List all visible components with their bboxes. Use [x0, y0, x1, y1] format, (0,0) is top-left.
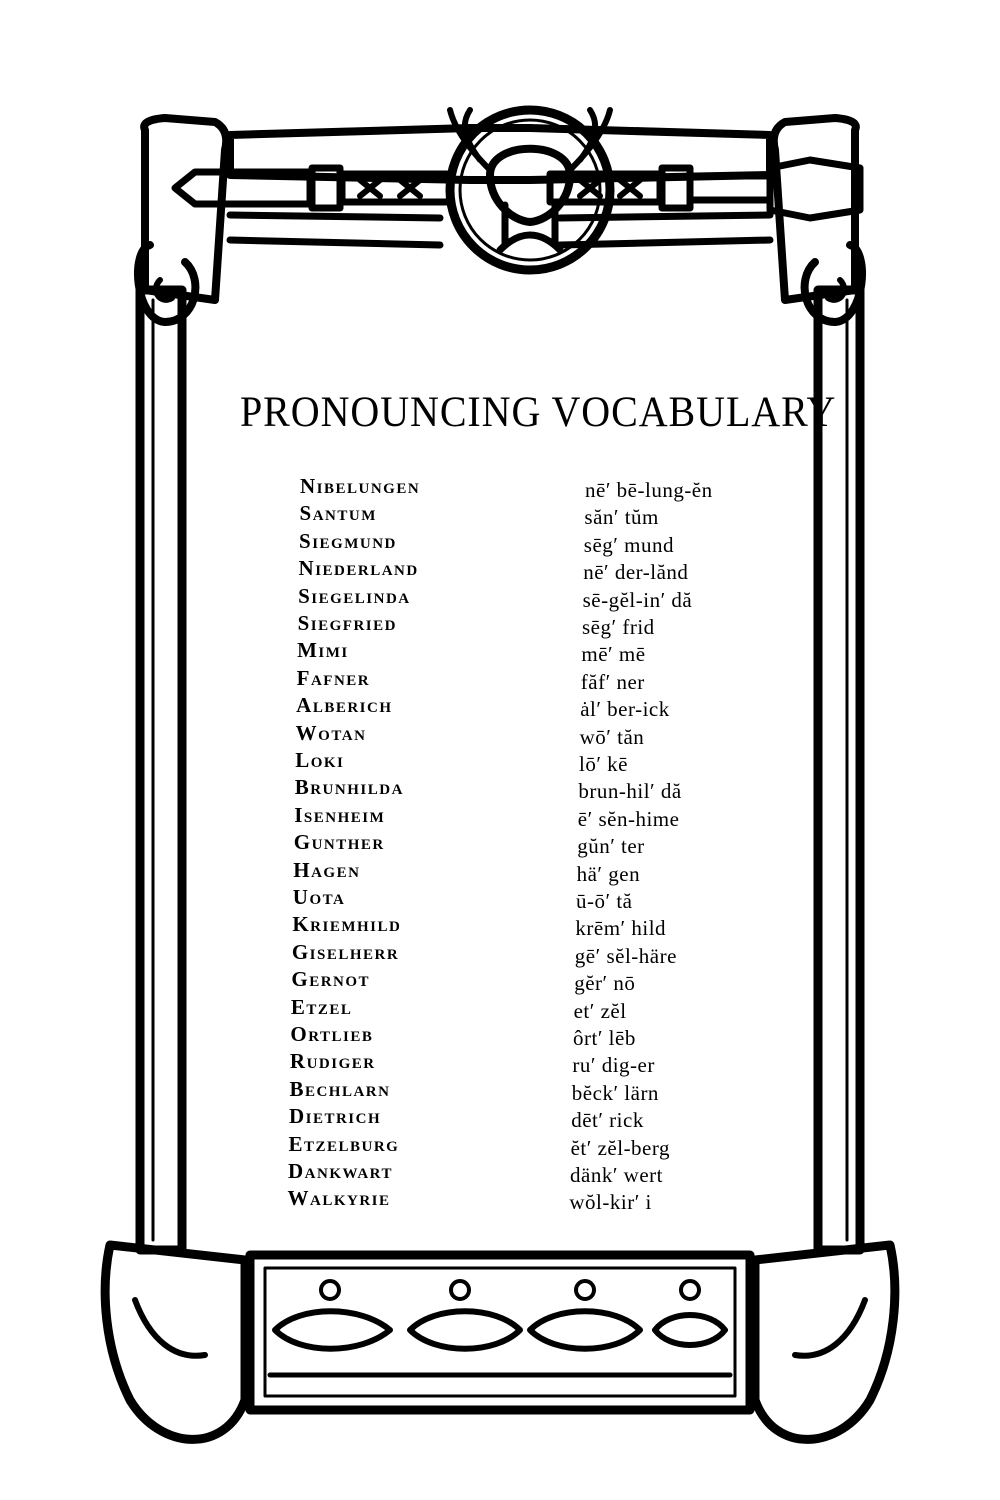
vocab-pronunciation: gĕr′ nō — [574, 971, 636, 996]
vocab-pronunciation: gŭn′ ter — [577, 834, 645, 859]
vocab-term: Kriemhild — [292, 912, 402, 937]
vocab-pronunciation: ȧl′ ber-ick — [580, 697, 670, 722]
vocab-pronunciation: bĕck′ lärn — [571, 1080, 659, 1105]
vocab-pronunciation: sē-gĕl-in′ dă — [582, 587, 693, 612]
vocab-term: Brunhilda — [294, 775, 404, 800]
vocab-pronunciation: krēm′ hild — [575, 916, 667, 941]
vocab-pronunciation: ôrt′ lēb — [573, 1026, 636, 1050]
vocab-term: Hagen — [293, 857, 361, 882]
vocab-pronunciation: mē′ mē — [581, 642, 646, 667]
vocab-term: Siegfried — [297, 611, 397, 635]
vocab-pronunciation: săn′ tŭm — [584, 505, 659, 530]
vocab-pronunciation: et′ zĕl — [573, 998, 627, 1023]
left-column — [138, 118, 226, 1250]
vocab-term: Uota — [292, 885, 346, 909]
vocab-term: Bechlarn — [289, 1076, 391, 1101]
vocab-term: Mimi — [297, 638, 349, 663]
vocab-pronunciation: brun-hil′ dă — [578, 779, 682, 804]
vocab-pronunciation: wŏl-kir′ i — [569, 1190, 652, 1215]
vocab-term: Niederland — [298, 556, 419, 581]
vocab-term: Wotan — [295, 720, 367, 745]
vocab-pronunciation: sēg′ frid — [582, 615, 655, 639]
vocab-term: Siegelinda — [298, 583, 411, 608]
vocab-pronunciation: ū-ō′ tă — [576, 889, 633, 913]
vocab-pronunciation: lō′ kē — [579, 752, 628, 776]
vocab-term: Etzelburg — [288, 1131, 400, 1156]
vocab-term: Dankwart — [288, 1159, 393, 1183]
vocab-pronunciation: hä′ gen — [576, 861, 641, 886]
vocab-pronunciation: sēg′ mund — [583, 532, 674, 557]
bottom-frieze — [105, 1245, 895, 1439]
vocab-pronunciation: nē′ der-lănd — [583, 560, 689, 585]
vocab-pronunciation: făf′ ner — [580, 669, 645, 694]
vocab-term: Alberich — [296, 693, 393, 718]
right-column — [774, 118, 862, 1250]
vocab-term: Dietrich — [288, 1104, 382, 1129]
vocab-term: Ortlieb — [290, 1022, 374, 1046]
vocab-pronunciation: dēt′ rick — [571, 1108, 644, 1133]
vocab-pronunciation: wō′ tăn — [579, 724, 645, 749]
vocab-term: Gunther — [293, 830, 385, 855]
vocab-pronunciation: gē′ sĕl-häre — [574, 943, 677, 968]
vocab-term: Fafner — [296, 665, 371, 690]
vocab-pronunciation: ē′ sĕn-hime — [577, 806, 680, 831]
vocab-term: Loki — [295, 748, 345, 772]
sword-ornament — [175, 160, 860, 218]
vocab-pronunciation: dänk′ wert — [570, 1163, 663, 1187]
vocab-term: Etzel — [290, 994, 353, 1019]
vocab-term: Isenheim — [294, 802, 386, 827]
vocab-term: Gernot — [291, 967, 371, 992]
vocab-term: Rudiger — [289, 1049, 376, 1074]
vocab-pronunciation: ru′ dig-er — [572, 1053, 655, 1078]
vocab-term: Giselherr — [291, 939, 400, 964]
vocab-term: Siegmund — [299, 528, 397, 553]
vocab-term: Walkyrie — [287, 1186, 391, 1211]
vocab-pronunciation: nē′ bē-lung-ĕn — [585, 478, 713, 502]
vocab-term: Nibelungen — [300, 474, 421, 498]
vocab-term: Santum — [299, 501, 377, 526]
page-title: PRONOUNCING VOCABULARY — [240, 389, 837, 436]
vocab-pronunciation: ĕt′ zĕl-berg — [570, 1135, 670, 1160]
